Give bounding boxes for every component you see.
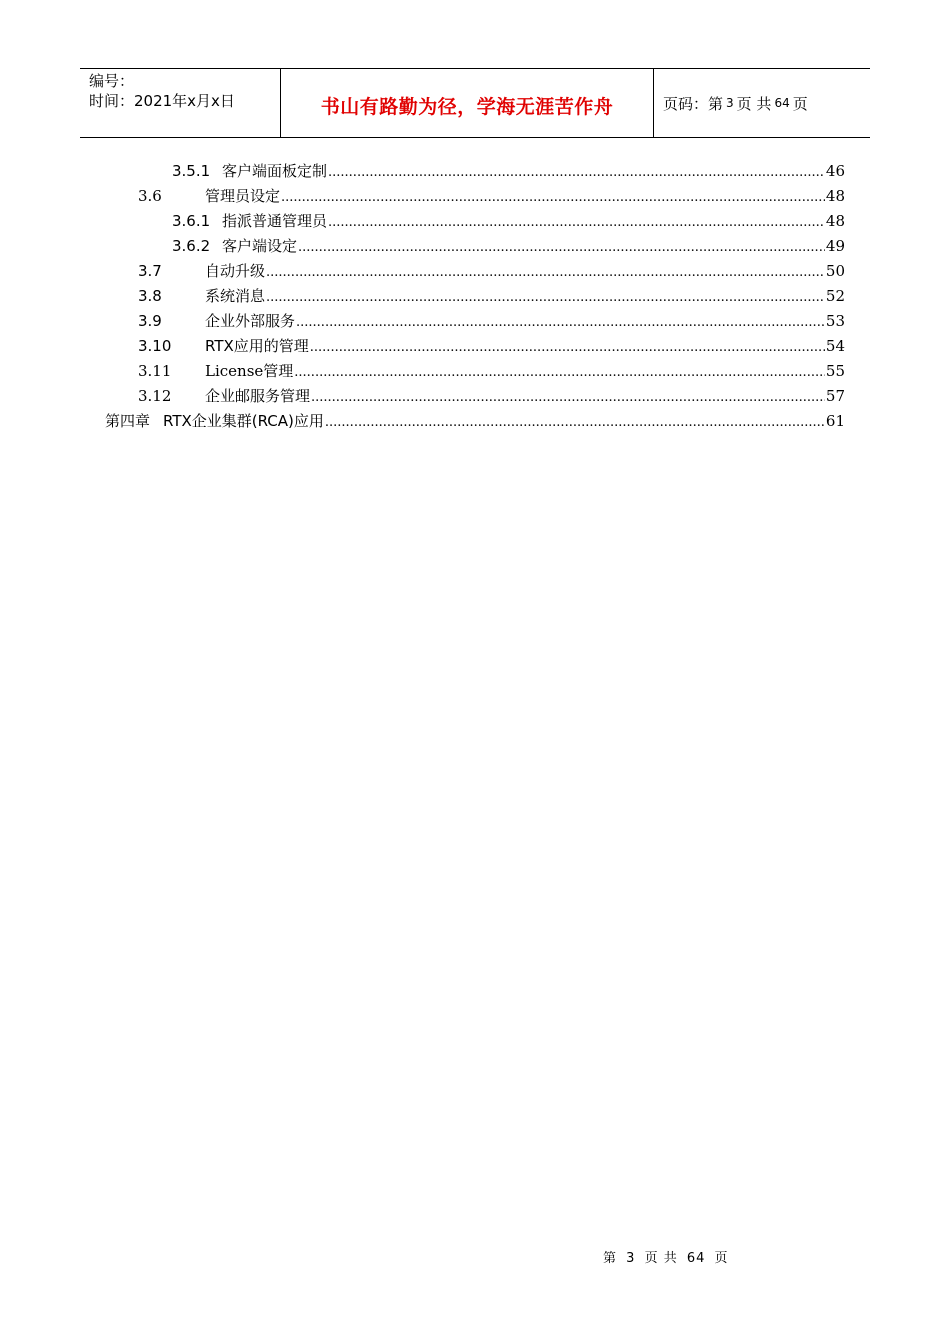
footer-page-info [603, 1247, 729, 1266]
toc-entry-number: 3.6.1 [172, 212, 211, 230]
toc-entry-3-6-2[interactable] [172, 235, 845, 257]
toc-entry-number: 3.10 [138, 337, 172, 355]
toc-leader-dots [298, 240, 825, 255]
toc-entry-page: 48 [825, 187, 845, 205]
footer-page-current: 3 [626, 1251, 636, 1266]
toc-entry-page: 61 [825, 412, 845, 430]
toc-entry-title: 客户端面板定制 [222, 162, 328, 180]
header-meta [80, 69, 281, 137]
toc-leader-dots [294, 365, 825, 380]
toc-entry-title: 系统消息 [205, 287, 266, 305]
toc-entry-page: 53 [825, 312, 845, 330]
toc-entry-page: 49 [825, 237, 845, 255]
toc-entry-title: 企业邮服务管理 [205, 387, 311, 405]
footer-page-total: 64 [686, 1251, 706, 1266]
header-motto: 书山有路勤为径，学海无涯苦作舟 [281, 69, 654, 137]
toc-entry-number: 3.7 [138, 262, 162, 280]
footer-suffix: 页 [714, 1251, 729, 1266]
toc-leader-dots [311, 390, 825, 405]
header-page-current: 3 [726, 96, 734, 110]
toc-entry-page: 48 [825, 212, 845, 230]
footer-mid: 页 共 [644, 1251, 678, 1266]
toc-entry-page: 57 [825, 387, 845, 405]
header-page-suffix: 页 [792, 94, 808, 113]
toc-entry-page: 54 [825, 337, 845, 355]
header-number-label: 编号： [89, 72, 135, 90]
toc-entry-page: 55 [825, 362, 845, 380]
page-footer [0, 1247, 950, 1267]
toc-entry-number: 3.12 [138, 387, 172, 405]
header-page-info [654, 69, 870, 137]
toc-leader-dots [328, 165, 825, 180]
toc-entry-title: 自动升级 [205, 262, 266, 280]
toc-entry-title: 管理员设定 [205, 187, 281, 205]
toc-entry-number: 3.6 [138, 187, 162, 205]
toc-entry-3-8[interactable] [138, 285, 845, 307]
toc-entry-3-6[interactable] [138, 185, 845, 207]
toc-entry-3-7[interactable] [138, 260, 845, 282]
toc-entry-3-11[interactable] [138, 360, 845, 382]
page-header [80, 68, 870, 138]
toc-entry-title: RTX企业集群(RCA)应用 [163, 412, 324, 430]
toc-entry-number: 3.9 [138, 312, 162, 330]
toc-entry-title: RTX应用的管理 [205, 337, 309, 355]
toc-leader-dots [281, 190, 825, 205]
toc-entry-number: 第四章 [105, 412, 151, 430]
toc-leader-dots [310, 340, 825, 355]
toc-entry-3-9[interactable] [138, 310, 845, 332]
toc-entry-title: 企业外部服务 [205, 312, 296, 330]
toc-entry-page: 50 [825, 262, 845, 280]
footer-prefix: 第 [603, 1251, 618, 1266]
header-page-mid: 页 共 [736, 94, 772, 113]
toc-entry-number: 3.6.2 [172, 237, 211, 255]
toc-entry-title: License管理 [205, 362, 294, 380]
header-time-label: 时间：2021年x月x日 [89, 92, 235, 110]
toc-entry-page: 46 [825, 162, 845, 180]
toc-entry-number: 3.5.1 [172, 162, 211, 180]
toc-entry-3-10[interactable] [138, 335, 845, 357]
toc-leader-dots [328, 215, 825, 230]
toc-entry-number: 3.11 [138, 362, 172, 380]
toc-entry-title: 客户端设定 [222, 237, 298, 255]
toc-entry-3-5-1[interactable] [172, 160, 845, 182]
toc-leader-dots [296, 315, 825, 330]
toc-leader-dots [266, 290, 825, 305]
toc-leader-dots [266, 265, 825, 280]
toc-entry-chapter-4[interactable] [105, 410, 845, 432]
header-page-total: 64 [774, 96, 790, 110]
toc-entry-title: 指派普通管理员 [222, 212, 328, 230]
toc-entry-3-12[interactable] [138, 385, 845, 407]
toc-entry-page: 52 [825, 287, 845, 305]
toc-entry-number: 3.8 [138, 287, 162, 305]
header-page-prefix: 页码：第 [663, 94, 724, 113]
toc-entry-3-6-1[interactable] [172, 210, 845, 232]
toc-leader-dots [325, 415, 825, 430]
